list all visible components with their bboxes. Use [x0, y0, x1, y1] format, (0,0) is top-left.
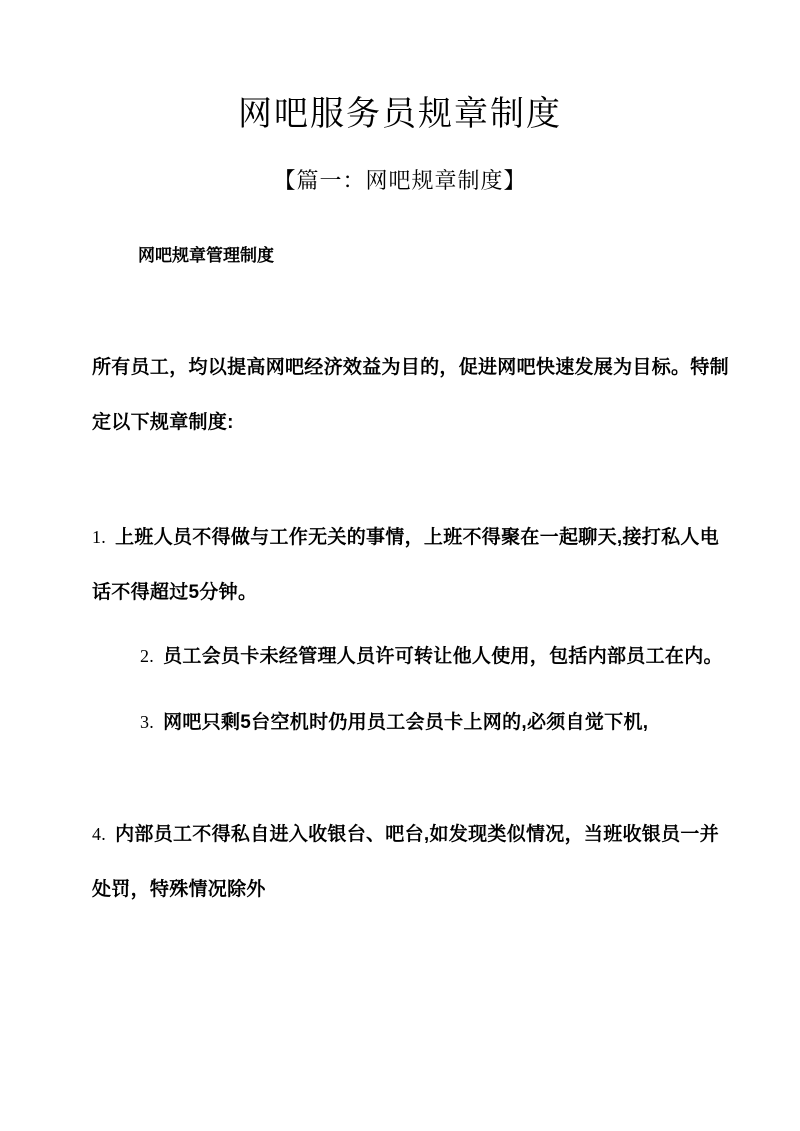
rule-item-4	[92, 807, 719, 917]
section-subtitle: 【篇一：网吧规章制度】	[273, 168, 527, 193]
rule-1-text: 上班人员不得做与工作无关的事情，上班不得聚在一起聊天,接打私人电	[115, 527, 719, 548]
rule-3-text: 网吧只剩5台空机时仍用员工会员卡上网的,必须自觉下机,	[163, 712, 649, 733]
rule-item-1	[92, 510, 719, 620]
rule-4-line-1	[92, 807, 719, 862]
intro-paragraph	[92, 340, 729, 450]
rule-1-line-1	[92, 510, 719, 565]
section-heading: 网吧规章管理制度	[138, 246, 274, 265]
intro-line-1: 所有员工，均以提高网吧经济效益为目的，促进网吧快速发展为目标。特制	[92, 357, 729, 378]
rule-1-line-2: 话不得超过5分钟。	[92, 582, 258, 603]
rule-4-text: 内部员工不得私自进入收银台、吧台,如发现类似情况，当班收银员一并	[115, 824, 719, 845]
rule-4-number: 4.	[92, 824, 107, 844]
rule-2-text: 员工会员卡未经管理人员许可转让他人使用，包括内部员工在内。	[163, 646, 723, 667]
rule-4-line-2: 处罚，特殊情况除外	[92, 879, 266, 900]
rule-item-2	[92, 629, 723, 684]
rule-2-line-1	[140, 629, 723, 684]
rule-1-number: 1.	[92, 527, 107, 547]
rule-3-number: 3.	[140, 712, 155, 732]
intro-line-2: 定以下规章制度:	[92, 412, 234, 433]
rule-item-3	[92, 695, 708, 750]
document-title: 网吧服务员规章制度	[238, 96, 562, 133]
rule-2-number: 2.	[140, 646, 155, 666]
rule-3-line-1	[140, 695, 708, 750]
